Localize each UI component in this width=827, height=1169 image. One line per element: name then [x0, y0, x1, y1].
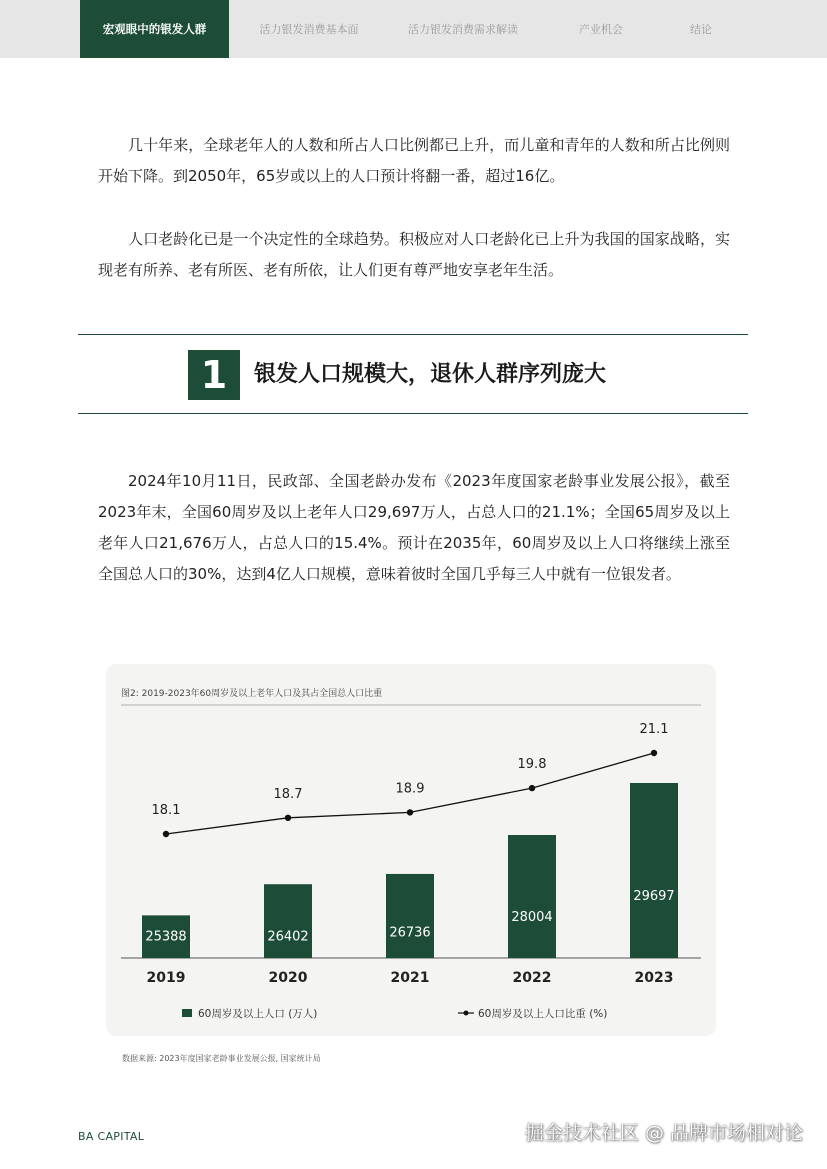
ratio-point-2022: [529, 785, 535, 791]
legend-line-dot: [464, 1011, 469, 1016]
bar-2020: [264, 884, 312, 958]
tab-industry-opportunity[interactable]: 产业机会: [579, 23, 623, 36]
legend-line-label: 60周岁及以上人口比重 (%): [478, 1008, 608, 1020]
ratio-point-2023: [651, 750, 657, 756]
paragraph-text: 2024年10月11日，民政部、全国老龄办发布《2023年度国家老龄事业发展公报》，截至2023年末，全国60周岁及以上老年人口29,697万人，占总人口的21.1%；全国65周岁及以上老年人口21,676万人，占总人口的15.4%。预计在2035年，60周岁及以上人口将继续上涨至全国总人口的30%，达到4亿人口规模，意味着彼时全国几乎每三人中就有一位银发者。: [98, 472, 730, 583]
bar-2022: [508, 835, 556, 958]
paragraph-global-aging: [98, 130, 730, 192]
tab-macro-view[interactable]: 宏观眼中的银发人群: [80, 0, 229, 58]
section-number-badge: 1: [188, 350, 240, 400]
bar-label-2022: 28004: [511, 909, 553, 925]
tab-consumption-basics[interactable]: 活力银发消费基本面: [259, 23, 359, 36]
paragraph-bulletin: [98, 466, 730, 590]
ratio-label-2022: 19.8: [517, 757, 547, 773]
bar-label-2021: 26736: [389, 925, 431, 941]
chart-title: 图2: 2019-2023年60周岁及以上老年人口及其占全国总人口比重: [121, 689, 383, 699]
x-tick-2022: 2022: [512, 970, 552, 986]
paragraph-national-strategy: [98, 224, 730, 286]
bar-label-2023: 29697: [633, 889, 675, 904]
bar-2021: [386, 874, 434, 958]
x-tick-2021: 2021: [390, 970, 430, 986]
chart-source: 数据来源: 2023年度国家老龄事业发展公报, 国家统计局: [122, 1054, 321, 1063]
paragraph-text: 人口老龄化已是一个决定性的全球趋势。积极应对人口老龄化已上升为我国的国家战略，实现老有所养、老有所医、老有所依，让人们更有尊严地安享老年生活。: [98, 230, 730, 279]
legend-bar-swatch: [182, 1009, 192, 1017]
population-chart: [106, 664, 716, 1036]
bar-2023: [630, 783, 678, 958]
x-tick-2020: 2020: [268, 970, 308, 986]
legend-bar-label: 60周岁及以上人口 (万人): [198, 1008, 318, 1020]
bar-label-2020: 26402: [267, 929, 309, 945]
section-divider-bottom: [78, 413, 748, 414]
section-divider-top: [78, 334, 748, 335]
footer-brand: BA CAPITAL: [78, 1130, 145, 1143]
chart-card: [106, 664, 716, 1036]
ratio-point-2019: [163, 831, 169, 837]
x-tick-2019: 2019: [146, 970, 186, 986]
tab-demand-analysis[interactable]: 活力银发消费需求解读: [408, 23, 518, 36]
ratio-point-2020: [285, 815, 291, 821]
paragraph-text: 几十年来，全球老年人的人数和所占人口比例都已上升，而儿童和青年的人数和所占比例则开始下降。到2050年，65岁或以上的人口预计将翻一番，超过16亿。: [98, 136, 730, 185]
ratio-label-2021: 18.9: [395, 781, 425, 797]
ratio-point-2021: [407, 809, 413, 815]
watermark: 掘金技术社区 @ 品牌市场相对论: [524, 1122, 803, 1144]
top-nav: [0, 0, 827, 58]
x-tick-2023: 2023: [634, 970, 674, 986]
tab-conclusion[interactable]: 结论: [690, 23, 712, 36]
ratio-label-2019: 18.1: [151, 803, 181, 818]
ratio-label-2020: 18.7: [273, 786, 303, 802]
section-title: 银发人口规模大，退休人群序列庞大: [254, 362, 607, 387]
ratio-label-2023: 21.1: [639, 722, 669, 737]
bar-label-2019: 25388: [145, 929, 187, 945]
